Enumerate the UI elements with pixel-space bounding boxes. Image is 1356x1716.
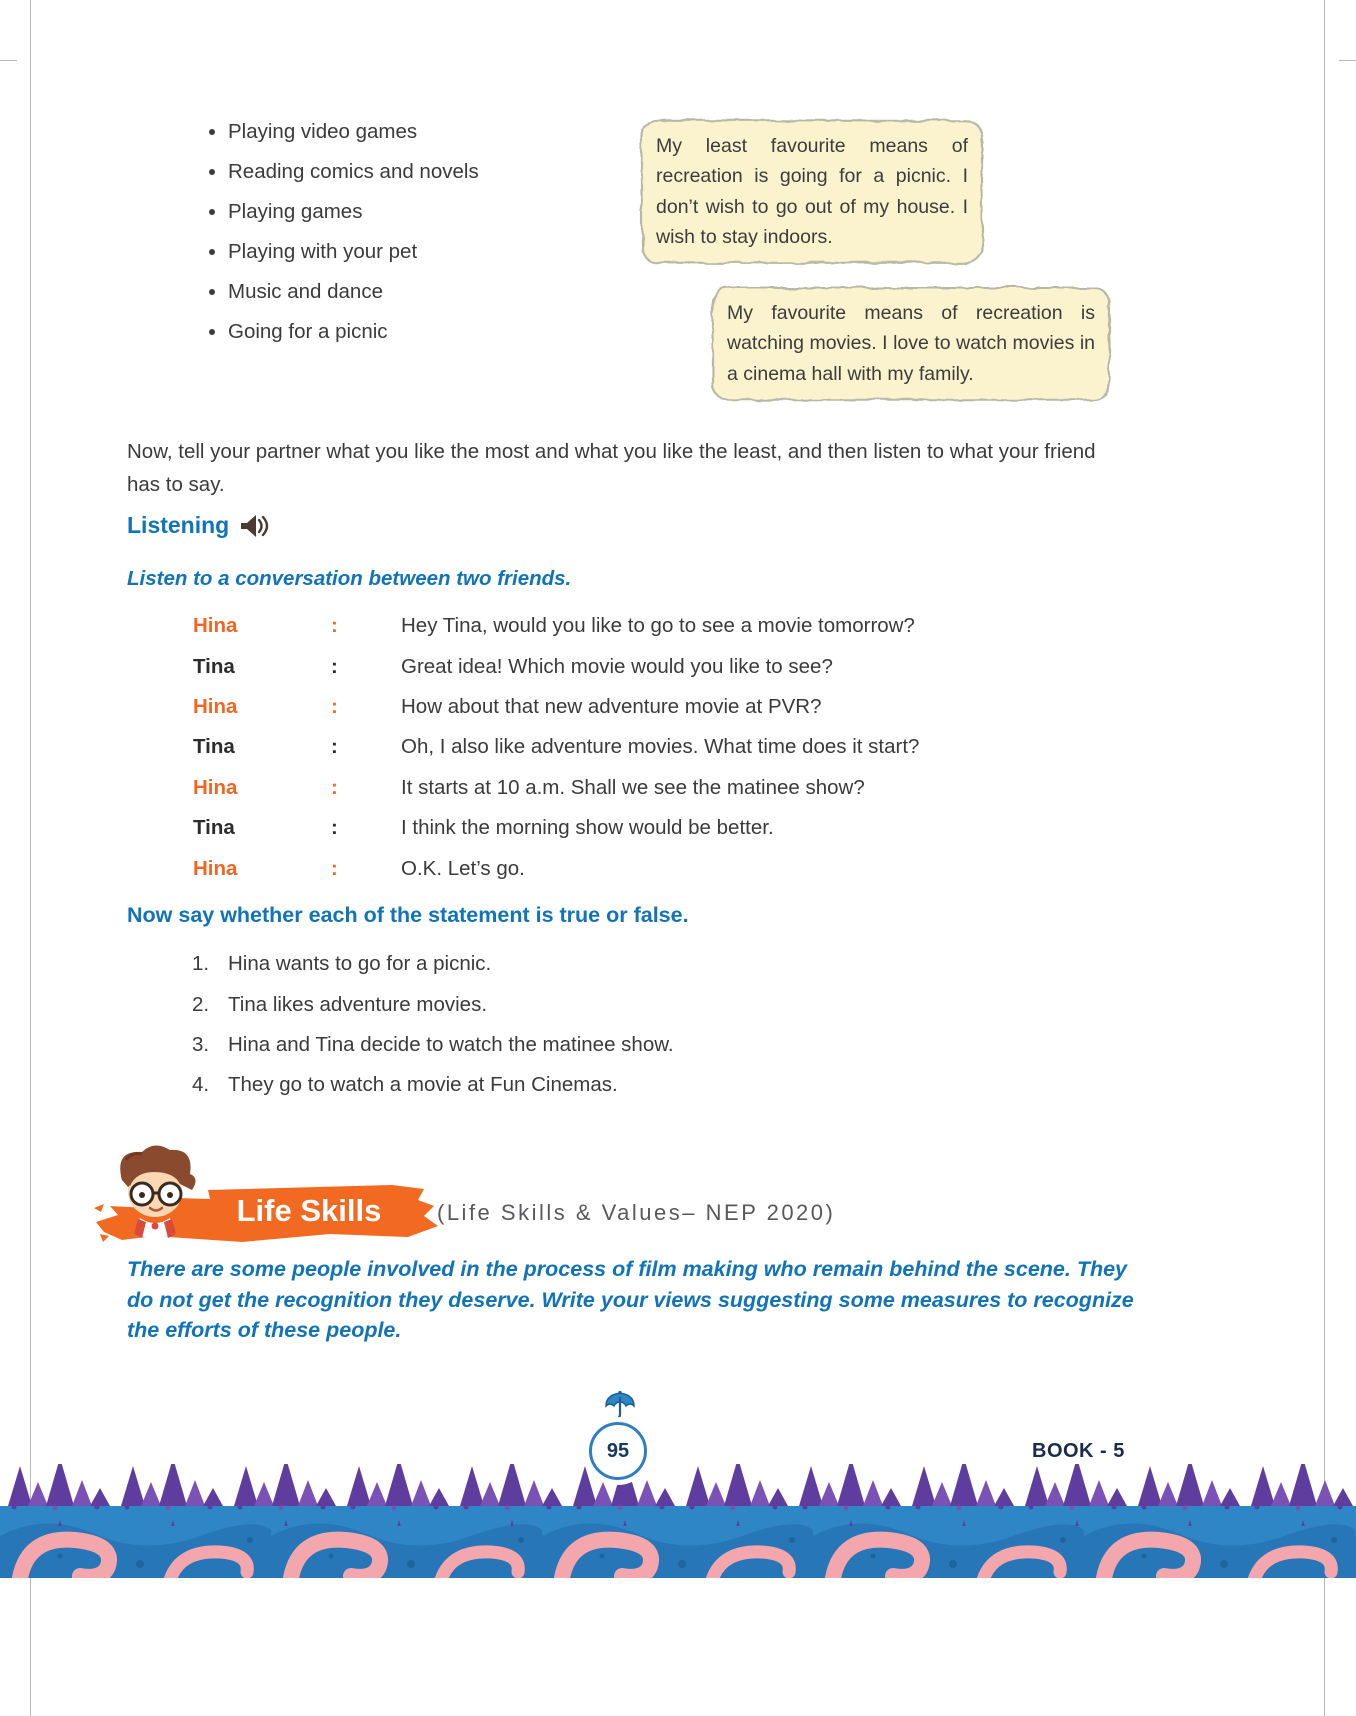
true-false-item xyxy=(192,1025,674,1065)
listening-heading-label: Listening xyxy=(127,512,230,538)
listening-subheading: Listen to a conversation between two friends. xyxy=(127,567,572,590)
dialogue-line: Great idea! Which movie would you like to see? xyxy=(401,654,833,678)
item-text: They go to watch a movie at Fun Cinemas. xyxy=(228,1073,618,1097)
true-false-item xyxy=(192,1065,674,1105)
page-number: 95 xyxy=(606,1439,630,1462)
forest-river-footer-illustration xyxy=(0,1448,1356,1578)
recreation-list xyxy=(190,120,479,360)
item-text: Hina and Tina decide to watch the matinee show. xyxy=(228,1032,674,1056)
colon: : xyxy=(331,856,338,880)
megaphone-icon xyxy=(239,513,269,539)
list-item: • Playing with your pet xyxy=(228,240,479,263)
speaker-name: Hina xyxy=(193,856,238,880)
colon: : xyxy=(331,775,338,799)
life-skills-caption: (Life Skills & Values– NEP 2020) xyxy=(437,1200,836,1225)
item-text: Hina wants to go for a picnic. xyxy=(228,952,492,976)
bubble-text: My favourite means of recreation is watching movies. I love to watch movies in a cinema hall with my family. xyxy=(727,302,1095,385)
partner-instruction: Now, tell your partner what you like the most and what you like the least, and then listen to what your friend has to say. xyxy=(127,440,1096,496)
dialogue-line: Oh, I also like adventure movies. What time does it start? xyxy=(401,735,920,759)
list-item: • Playing video games xyxy=(228,120,479,143)
speaker-name: Tina xyxy=(193,654,235,678)
list-item: • Reading comics and novels xyxy=(228,160,479,183)
bubble-text: My least favourite means of recreation is going for a picnic. I don’t wish to go out of my house. I wish to stay indoors. xyxy=(656,135,968,249)
true-false-list xyxy=(192,944,674,1106)
speaker-name: Hina xyxy=(193,694,238,718)
dialogue-line: It starts at 10 a.m. Shall we see the matinee show? xyxy=(401,775,865,799)
true-false-item xyxy=(192,944,674,984)
speaker-name: Tina xyxy=(193,735,235,759)
page-number-badge xyxy=(589,1422,647,1480)
dialogue-table xyxy=(193,606,1201,889)
listening-heading xyxy=(127,512,269,539)
colon: : xyxy=(331,654,338,678)
item-number: 3. xyxy=(192,1032,210,1056)
life-skills-prompt: There are some people involved in the process of film making who remain behind the scene. They do not get the recognition they deserve. Write your views suggesting some measures to recognize the efforts of these people. xyxy=(127,1257,1134,1343)
list-item: • Playing games xyxy=(228,200,479,223)
colon: : xyxy=(331,735,338,759)
item-number: 2. xyxy=(192,992,210,1016)
item-text: Tina likes adventure movies. xyxy=(228,992,488,1016)
boy-with-glasses-mascot-icon xyxy=(104,1140,204,1244)
book-label: BOOK - 5 xyxy=(1032,1440,1125,1462)
dialogue-line: I think the morning show would be better. xyxy=(401,816,774,840)
list-item: • Going for a picnic xyxy=(228,320,479,343)
dialogue-line: Hey Tina, would you like to go to see a movie tomorrow? xyxy=(401,614,915,638)
colon: : xyxy=(331,816,338,840)
list-item: • Music and dance xyxy=(228,280,479,303)
dialogue-line: How about that new adventure movie at PVR? xyxy=(401,694,822,718)
speech-bubble-favourite xyxy=(708,283,1114,404)
true-false-heading: Now say whether each of the statement is true or false. xyxy=(127,903,689,927)
speech-bubble-least-favourite xyxy=(637,116,987,268)
umbrella-icon xyxy=(603,1390,637,1422)
crop-mark-top-right xyxy=(1339,60,1356,61)
speaker-name: Hina xyxy=(193,775,238,799)
speaker-name: Tina xyxy=(193,816,235,840)
crop-mark-top-left xyxy=(0,60,17,61)
true-false-item xyxy=(192,984,674,1024)
item-number: 1. xyxy=(192,952,210,976)
dialogue-line: O.K. Let’s go. xyxy=(401,856,525,880)
colon: : xyxy=(331,694,338,718)
life-skills-badge-label: Life Skills xyxy=(236,1193,382,1228)
item-number: 4. xyxy=(192,1073,210,1097)
colon: : xyxy=(331,614,338,638)
speaker-name: Hina xyxy=(193,614,238,638)
